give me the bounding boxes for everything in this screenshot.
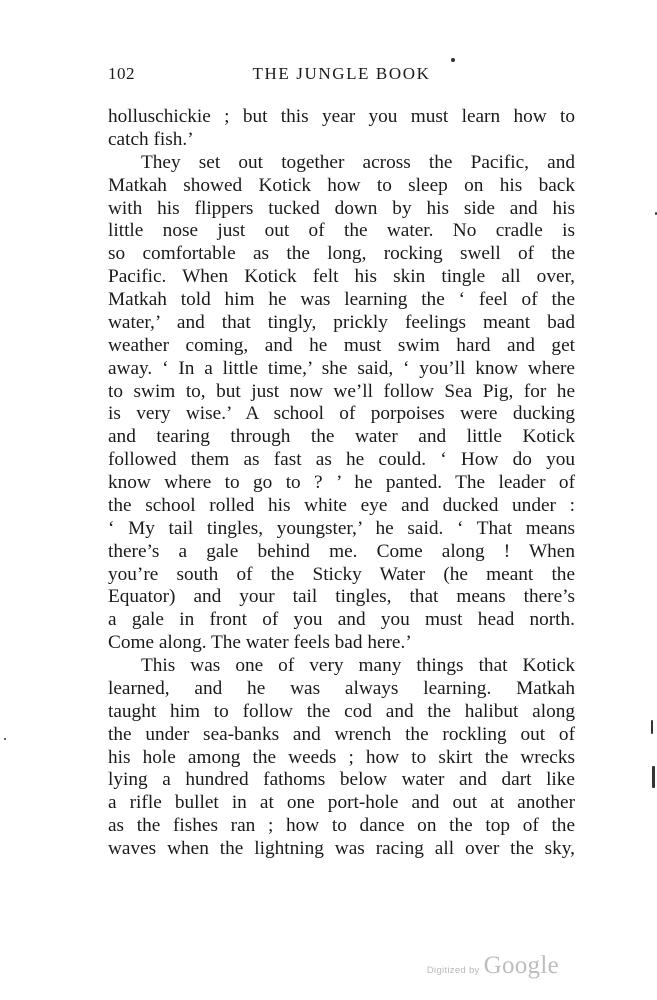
text-line: Come along. The water feels bad here.’ bbox=[108, 632, 412, 654]
text-line: there’s a gale behind me. Come along ! When bbox=[108, 540, 575, 562]
watermark-prefix: Digitized by bbox=[426, 965, 480, 976]
scan-speck bbox=[651, 720, 653, 734]
text-line: a rifle bullet in at one port-hole and out at another bbox=[108, 792, 575, 814]
page-number: 102 bbox=[108, 64, 135, 83]
text-line: away. ‘ In a little time,’ she said, ‘ you’ll know where bbox=[108, 357, 575, 379]
text-line: weather coming, and he must swim hard and get bbox=[108, 334, 575, 356]
text-line: taught him to follow the cod and the halibut along bbox=[108, 700, 575, 722]
text-line: ‘ My tail tingles, youngster,’ he said. ‘ That means bbox=[108, 517, 575, 539]
text-line: the under sea-banks and wrench the rockling out of bbox=[108, 723, 575, 745]
text-line: know where to go to ? ’ he panted. The leader of bbox=[108, 472, 575, 493]
page-header bbox=[108, 64, 575, 90]
text-line: a gale in front of you and you must head north. bbox=[108, 609, 575, 631]
text-line: and tearing through the water and little Kotick bbox=[108, 426, 575, 448]
text-line: you’re south of the Sticky Water (he meant the bbox=[108, 563, 575, 585]
paragraph-first-line: This was one of very many things that Kotick bbox=[141, 655, 575, 676]
text-line: Equator) and your tail tingles, that means there’s bbox=[108, 586, 575, 608]
text-line: catch fish.’ bbox=[108, 128, 194, 150]
scan-speck bbox=[652, 766, 655, 788]
scan-speck bbox=[4, 738, 6, 740]
text-line: so comfortable as the long, rocking swell of the bbox=[108, 243, 575, 265]
text-line: Pacific. When Kotick felt his skin tingle all over, bbox=[108, 266, 575, 288]
text-line: followed them as fast as he could. ‘ How do you bbox=[108, 449, 575, 471]
text-line: the school rolled his white eye and ducked under : bbox=[108, 494, 575, 516]
text-line: Matkah told him he was learning the ‘ feel of the bbox=[108, 289, 575, 310]
text-line: his hole among the weeds ; how to skirt the wrecks bbox=[108, 746, 575, 768]
digitization-watermark bbox=[427, 952, 559, 980]
text-line: little nose just out of the water. No cradle is bbox=[108, 220, 575, 242]
text-line: waves when the lightning was racing all over the sky, bbox=[108, 838, 575, 859]
scan-speck bbox=[451, 58, 455, 62]
watermark-brand: Google bbox=[483, 952, 559, 979]
body-text bbox=[108, 106, 575, 861]
text-line: learned, and he was always learning. Matkah bbox=[108, 677, 575, 699]
text-line: water,’ and that tingly, prickly feelings meant bad bbox=[108, 311, 575, 333]
text-line: lying a hundred fathoms below water and dart like bbox=[108, 769, 575, 791]
text-line: holluschickie ; but this year you must learn how to bbox=[108, 106, 575, 127]
text-line: to swim to, but just now we’ll follow Sea Pig, for he bbox=[108, 380, 575, 402]
running-title: THE JUNGLE BOOK bbox=[252, 64, 431, 83]
text-line: as the fishes ran ; how to dance on the top of the bbox=[108, 815, 575, 837]
text-line: with his flippers tucked down by his side and his bbox=[108, 197, 575, 219]
text-line: is very wise.’ A school of porpoises were ducking bbox=[108, 403, 575, 425]
paragraph-first-line: They set out together across the Pacific, and bbox=[141, 151, 575, 173]
text-line: Matkah showed Kotick how to sleep on his back bbox=[108, 174, 575, 196]
